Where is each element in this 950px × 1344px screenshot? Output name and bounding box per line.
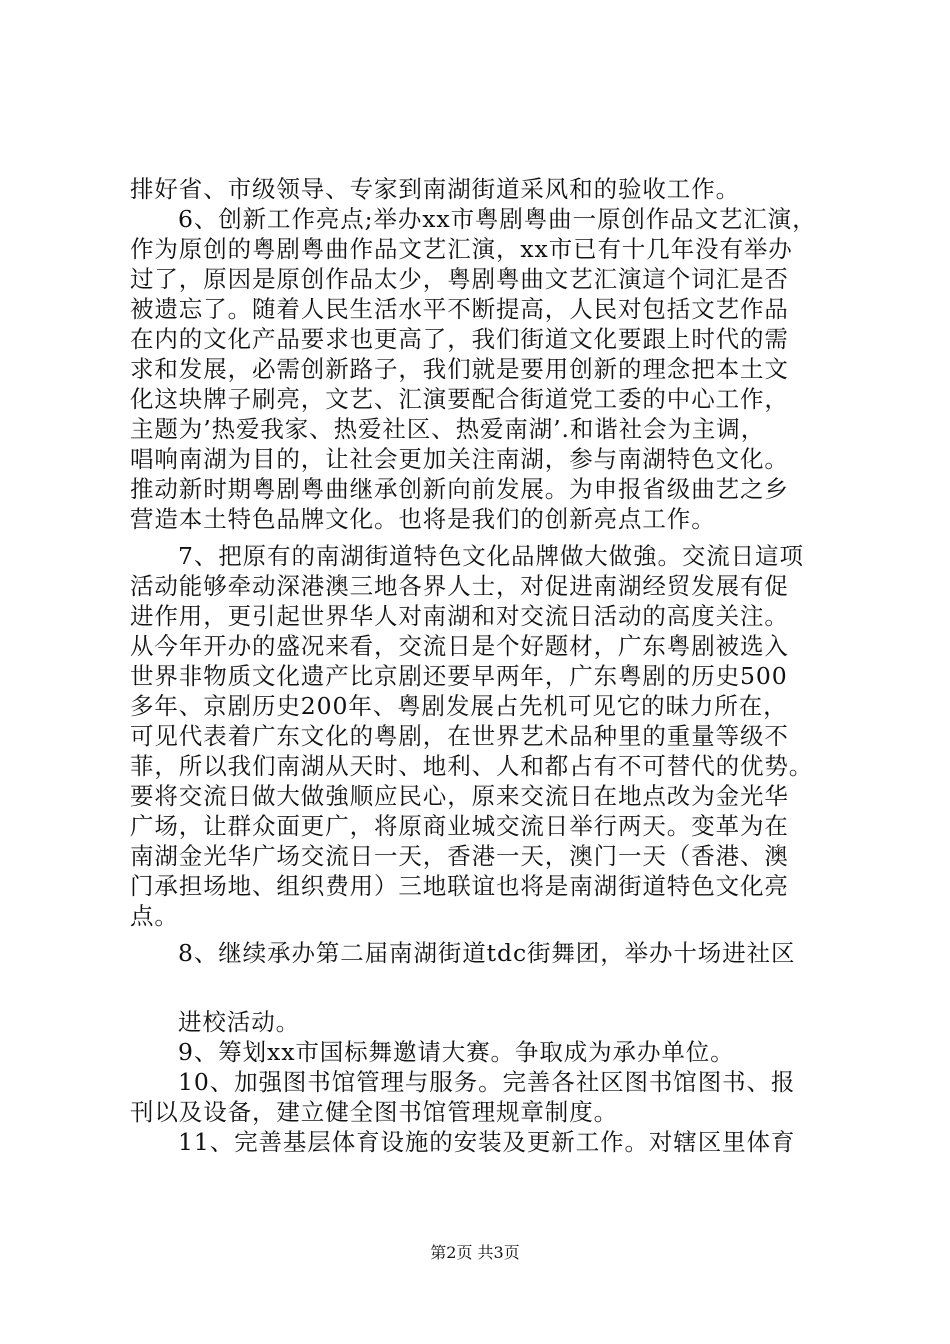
- text-line: 唱响南湖为目的，让社会更加关注南湖，参与南湖特色文化。: [130, 445, 789, 473]
- text-line: 要将交流日做大做強顺应民心，原来交流日在地点改为金光华: [130, 782, 789, 810]
- text-line: 作为原创的粤剧粤曲作品文艺汇演，xx市已有十几年没有举办: [130, 235, 793, 263]
- paragraph-7-start: 7、把原有的南湖街道特色文化品牌做大做強。交流日這项: [178, 542, 804, 570]
- text-line: 刊以及设备，建立健全图书馆管理规章制度。: [130, 1098, 618, 1126]
- text-line: 门承担场地、组织费用）三地联谊也将是南湖街道特色文化亮: [130, 872, 789, 900]
- text-line: 世界非物质文化遗产比京剧还要早两年，广东粤剧的历史500: [130, 662, 788, 690]
- text-line: 推动新时期粤剧粤曲继承创新向前发展。为申报省级曲艺之乡: [130, 475, 789, 503]
- text-line: 多年、京剧历史200年、粤剧发展占先机可见它的昧力所在，: [130, 692, 788, 720]
- paragraph-8-start: 8、继续承办第二届南湖街道tdc街舞团，举办十场进社区: [178, 939, 796, 967]
- text-line: 在内的文化产品要求也更高了，我们街道文化要跟上时代的需: [130, 325, 789, 353]
- text-line: 从今年开办的盛况来看，交流日是个好题材，广东粤剧被选入: [130, 632, 789, 660]
- text-line: 进校活动。: [178, 1008, 300, 1036]
- text-line: 化这块牌子刷亮，文艺、汇演要配合街道党工委的中心工作，: [130, 385, 789, 413]
- text-line: 点。: [130, 902, 179, 930]
- text-line: 营造本土特色品牌文化。也将是我们的创新亮点工作。: [130, 505, 716, 533]
- text-line: 求和发展，必需创新路子，我们就是要用创新的理念把本土文: [130, 355, 789, 383]
- text-line: 主题为’热爱我家、热爱社区、热爱南湖’.和谐社会为主调，: [130, 415, 766, 443]
- text-line: 过了，原因是原创作品太少，粤剧粤曲文艺汇演這个词汇是否: [130, 265, 789, 293]
- paragraph-6-start: 6、创新工作亮点;举办xx市粤剧粤曲一原创作品文艺汇演，: [178, 205, 817, 233]
- paragraph-11-start: 11、完善基层体育设施的安装及更新工作。对辖区里体育: [178, 1128, 796, 1156]
- text-line: 可见代表着广东文化的粤剧，在世界艺术品种里的重量等级不: [130, 722, 789, 750]
- paragraph-9-start: 9、筹划xx市国标舞邀请大赛。争取成为承办单位。: [178, 1038, 735, 1066]
- text-line: 进作用，更引起世界华人对南湖和对交流日活动的高度关注。: [130, 602, 789, 630]
- text-line: 被遗忘了。随着人民生活水平不断提高，人民对包括文艺作品: [130, 295, 789, 323]
- text-line: 南湖金光华广场交流日一天，香港一天，澳门一天（香港、澳: [130, 842, 789, 870]
- text-line: 活动能够牵动深港澳三地各界人士，对促进南湖经贸发展有促: [130, 572, 789, 600]
- text-line: 菲，所以我们南湖从天时、地利、人和都占有不可替代的优势。: [130, 752, 814, 780]
- paragraph-10-start: 10、加强图书馆管理与服务。完善各社区图书馆图书、报: [178, 1068, 796, 1096]
- page-footer: 第2页 共3页: [430, 1243, 520, 1262]
- text-line: 广场，让群众面更广，将原商业城交流日举行两天。变革为在: [130, 812, 789, 840]
- text-line: 排好省、市级领导、专家到南湖街道采风和的验收工作。: [130, 175, 740, 203]
